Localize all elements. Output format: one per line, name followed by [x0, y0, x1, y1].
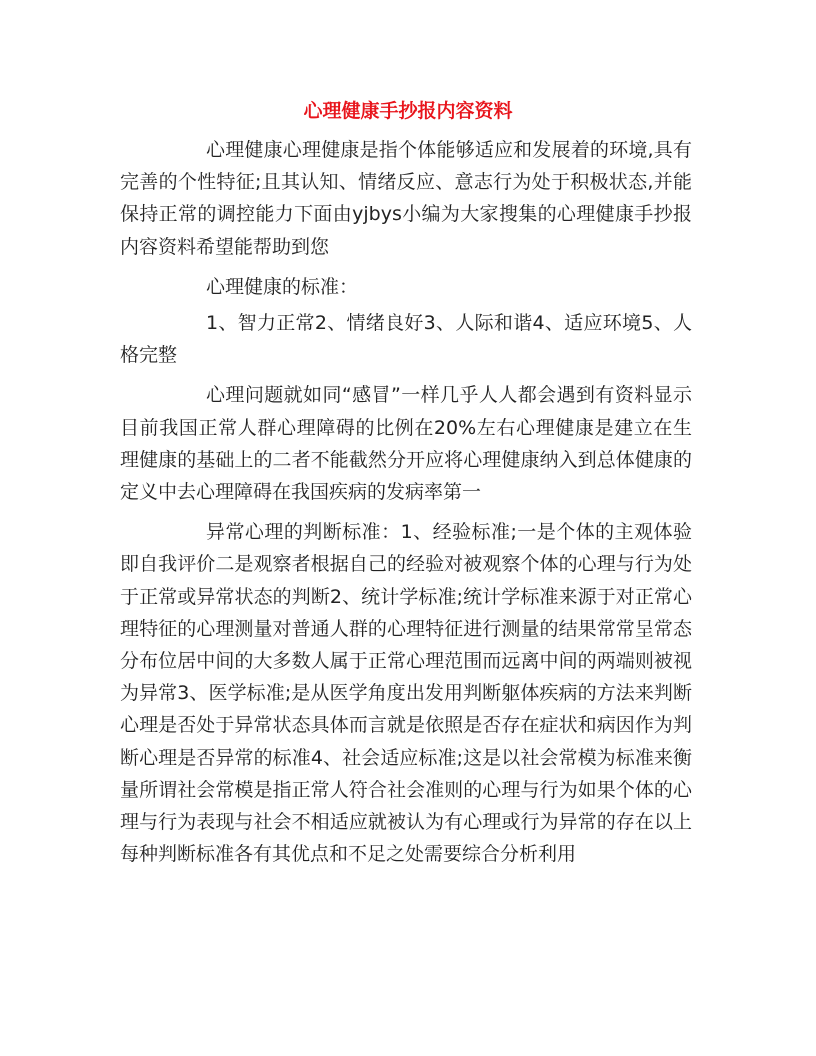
paragraph-abnormal-criteria: 异常心理的判断标准：1、经验标准;一是个体的主观体验即自我评价二是观察者根据自己的经验对被观察个体的心理与行为处于正常或异常状态的判断2、统计学标准;统计学标准来源于对正常心理特征的心理测量对普通人群的心理特征进行测量的结果常常呈常态分布位居中间的大多数人属于正常心理范围而远离中间的两端则被视为异常3、医学标准;是从医学角度出发用判断躯体疾病的方法来判断心理是否处于异常状态具体而言就是依照是否存在症状和病因作为判断心理是否异常的标准4、社会适应标准;这是以社会常模为标准来衡量所谓社会常模是指正常人符合社会准则的心理与行为如果个体的心理与行为表现与社会不相适应就被认为有心理或行为异常的存在以上每种判断标准各有其优点和不足之处需要综合分析利用	[120, 521, 692, 866]
document-title: 心理健康手抄报内容资料	[303, 100, 513, 122]
paragraph-standard-heading: 心理健康的标准：	[206, 275, 359, 298]
document-body	[120, 134, 692, 878]
paragraph-intro: 心理健康心理健康是指个体能够适应和发展着的环境,具有完善的个性特征;且其认知、情绪反应、意志行为处于积极状态,并能保持正常的调控能力下面由yjbys小编为大家搜集的心理健康手抄报内容资料希望能帮助到您	[120, 139, 692, 258]
paragraph-psych-problems: 心理问题就如同“感冒”一样几乎人人都会遇到有资料显示目前我国正常人群心理障碍的比例在20%左右心理健康是建立在生理健康的基础上的二者不能截然分开应将心理健康纳入到总体健康的定义中去心理障碍在我国疾病的发病率第一	[120, 384, 692, 504]
paragraph-standard-list: 1、智力正常2、情绪良好3、人际和谐4、适应环境5、人格完整	[120, 312, 692, 367]
